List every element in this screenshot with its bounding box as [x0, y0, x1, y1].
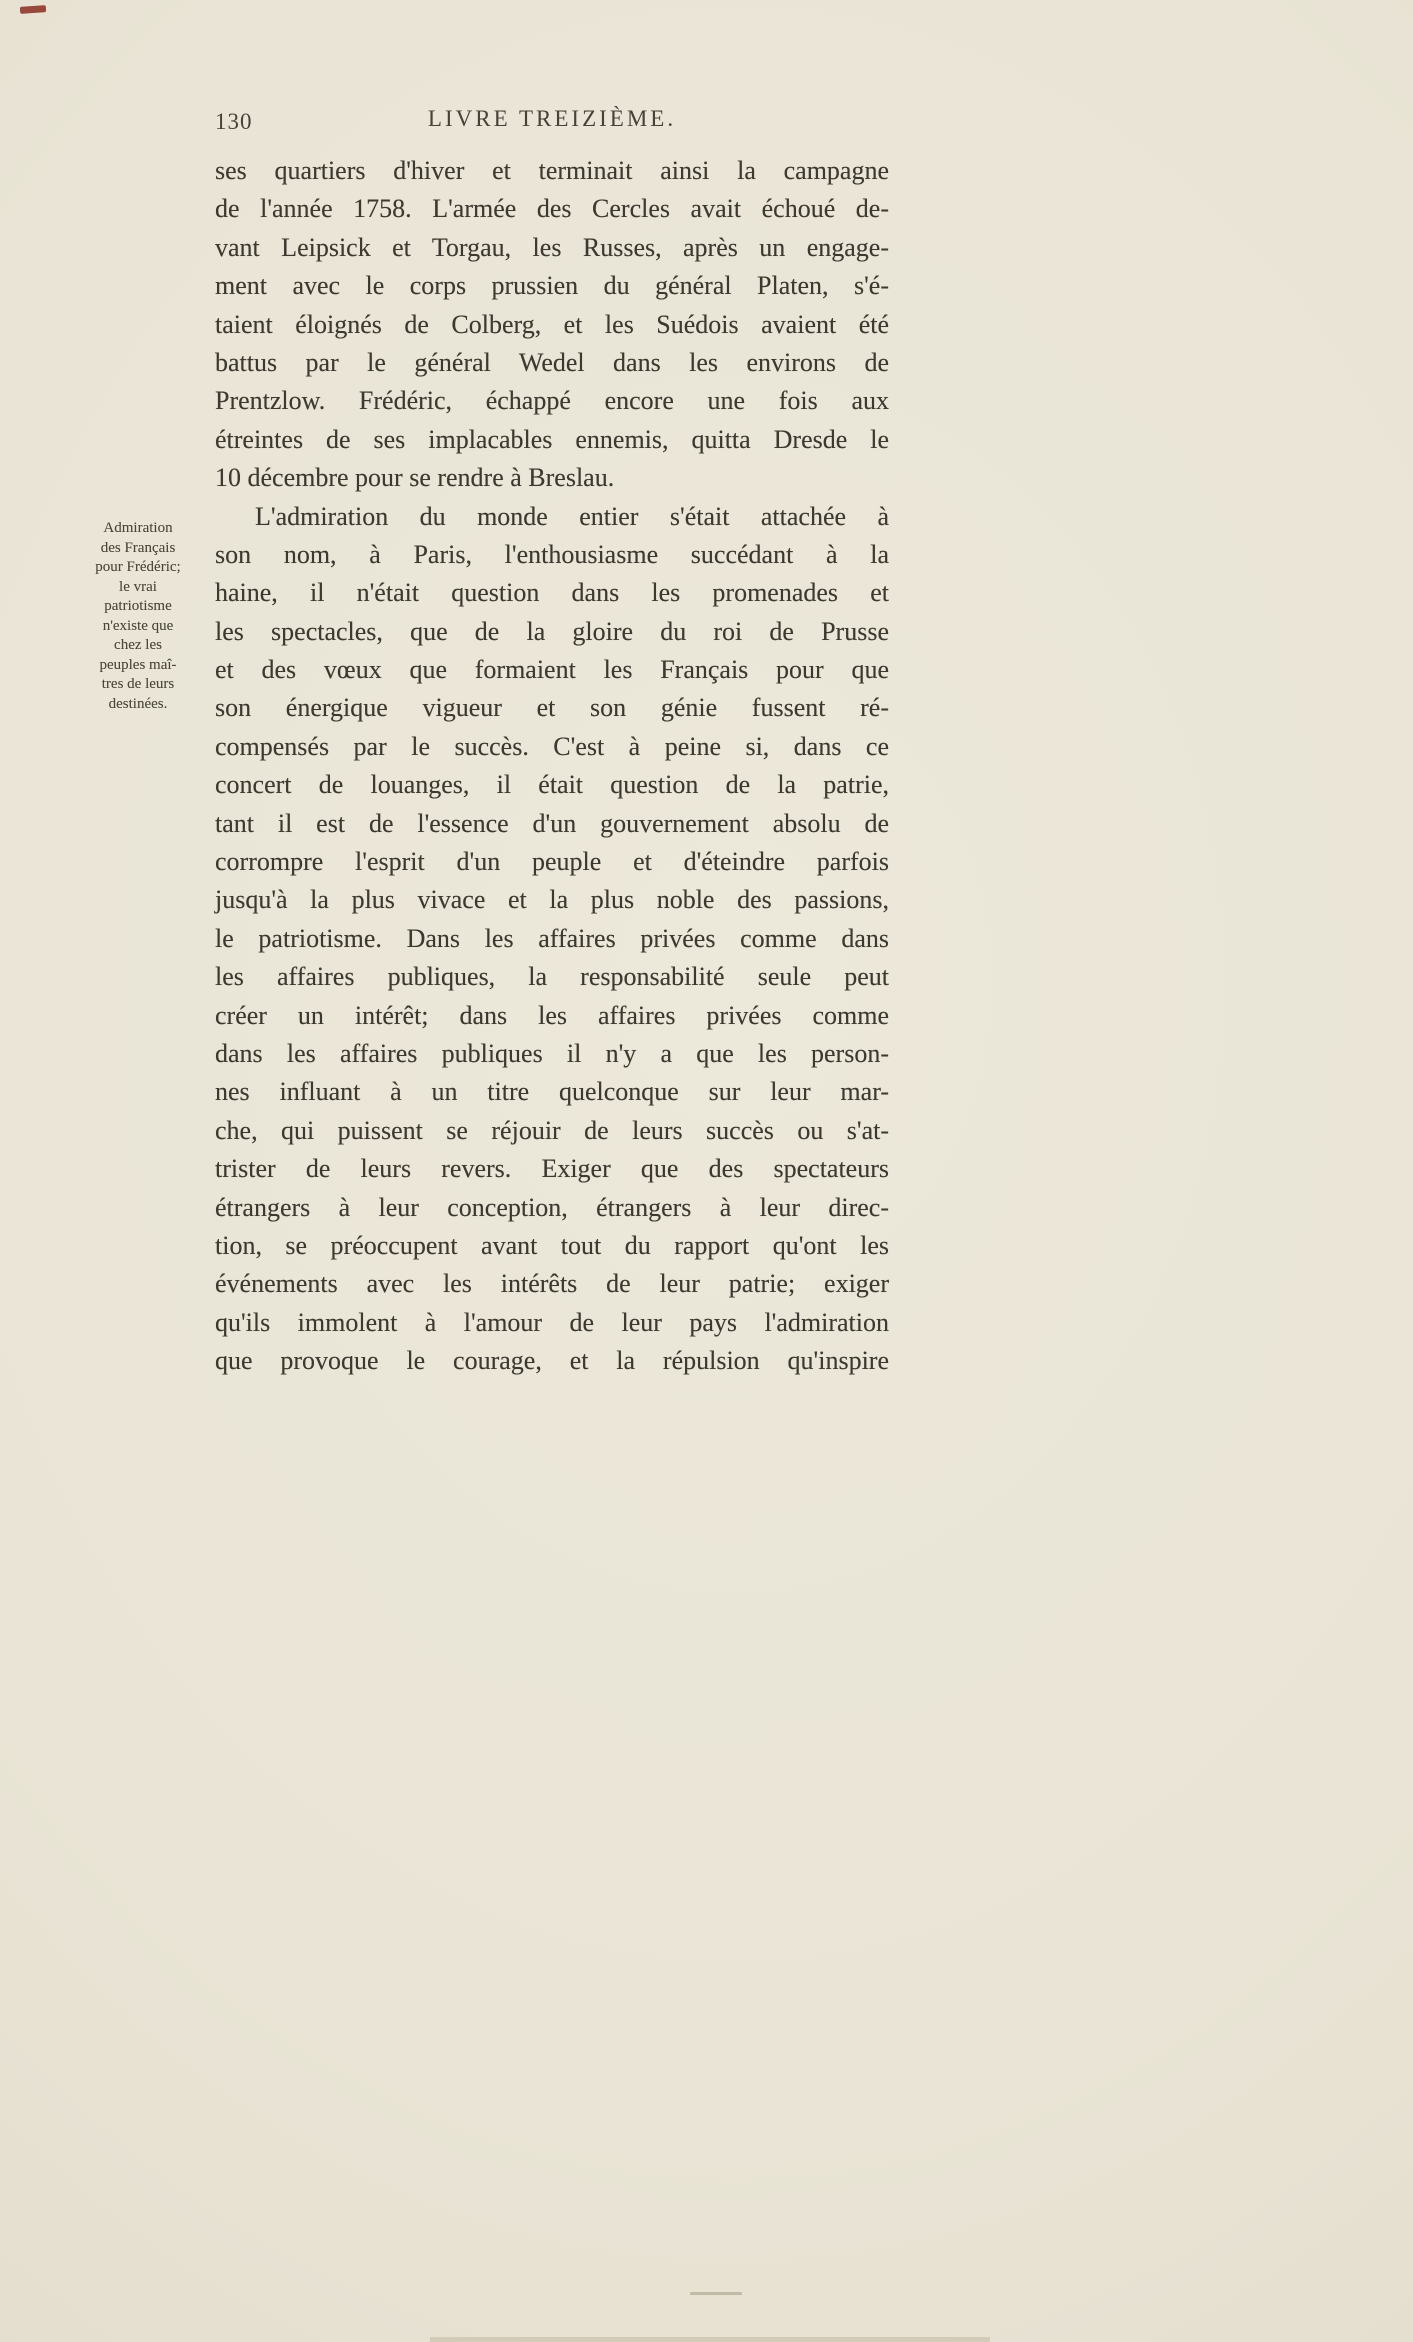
- text-line: les affaires publiques, la responsabilité seule peut: [215, 962, 889, 992]
- text-line: jusqu'à la plus vivace et la plus noble des passions,: [215, 885, 889, 915]
- text-line: les spectacles, que de la gloire du roi de Prusse: [215, 616, 889, 646]
- text-line: nes influant à un titre quelconque sur leur mar-: [215, 1077, 889, 1107]
- paragraph-campaign-1758: [215, 152, 889, 498]
- text-line: vant Leipsick et Torgau, les Russes, après un engage-: [215, 232, 889, 262]
- margin-note-line: chez les: [114, 637, 162, 653]
- page-number: 130: [215, 109, 253, 134]
- text-line: créer un intérêt; dans les affaires privées comme: [215, 1000, 889, 1030]
- text-line: de l'année 1758. L'armée des Cercles avait échoué de-: [215, 194, 889, 224]
- text-line: son nom, à Paris, l'enthousiasme succédant à la: [215, 539, 889, 569]
- margin-note: [68, 519, 208, 714]
- text-line: que provoque le courage, et la répulsion qu'inspire: [215, 1346, 889, 1376]
- paragraph-admiration: [215, 498, 889, 1381]
- text-line: ses quartiers d'hiver et terminait ainsi la campagne: [215, 156, 889, 185]
- text-line: dans les affaires publiques il n'y a que les person-: [215, 1038, 889, 1068]
- margin-note-line: des Français: [100, 539, 176, 556]
- margin-note-line: pour Frédéric;: [95, 559, 181, 575]
- text-line: qu'ils immolent à l'amour de leur pays l'admiration: [215, 1307, 889, 1337]
- margin-note-line: tres de leurs: [101, 676, 175, 692]
- text-line: Prentzlow. Frédéric, échappé encore une fois aux: [215, 386, 889, 416]
- body-text: [215, 152, 889, 1381]
- text-line: che, qui puissent se réjouir de leurs succès ou s'at-: [215, 1115, 889, 1145]
- scan-edge-shadow: [430, 2337, 990, 2342]
- text-line: concert de louanges, il était question de la patrie,: [215, 770, 889, 800]
- text-line: tant il est de l'essence d'un gouvernement absolu de: [215, 808, 889, 838]
- text-line: étrangers à leur conception, étrangers à leur direc-: [215, 1192, 889, 1222]
- text-line: le patriotisme. Dans les affaires privées comme dans: [215, 923, 889, 953]
- margin-note-line: Admiration: [103, 520, 173, 536]
- text-line: compensés par le succès. C'est à peine si, dans ce: [215, 731, 889, 761]
- text-line: tion, se préoccupent avant tout du rapport qu'ont les: [215, 1230, 889, 1260]
- text-line: corrompre l'esprit d'un peuple et d'éteindre parfois: [215, 847, 889, 877]
- margin-note-line: le vrai: [119, 578, 157, 595]
- text-line: et des vœux que formaient les Français pour que: [215, 655, 889, 685]
- scan-artifact-line: [690, 2292, 742, 2295]
- text-line: ment avec le corps prussien du général Platen, s'é-: [215, 271, 889, 301]
- text-line: étreintes de ses implacables ennemis, quitta Dresde le: [215, 424, 889, 454]
- scan-artifact-mark: [20, 5, 46, 14]
- text-line: battus par le général Wedel dans les environs de: [215, 347, 889, 377]
- page-header: [215, 106, 889, 140]
- margin-note-line: destinées.: [108, 695, 168, 712]
- running-title: LIVRE TREIZIÈME.: [427, 106, 677, 131]
- text-line: son énergique vigueur et son génie fussent ré-: [215, 693, 889, 723]
- text-line: L'admiration du monde entier s'était attachée à: [255, 501, 889, 531]
- text-line: 10 décembre pour se rendre à Breslau.: [215, 463, 615, 493]
- margin-note-line: peuples maî-: [99, 656, 177, 673]
- text-line: haine, il n'était question dans les promenades et: [215, 578, 889, 608]
- text-line: événements avec les intérêts de leur patrie; exiger: [215, 1269, 889, 1299]
- text-line: trister de leurs revers. Exiger que des spectateurs: [215, 1154, 889, 1184]
- text-line: taient éloignés de Colberg, et les Suédois avaient été: [215, 309, 889, 339]
- margin-note-line: n'existe que: [102, 617, 174, 634]
- margin-note-line: patriotisme: [104, 598, 172, 614]
